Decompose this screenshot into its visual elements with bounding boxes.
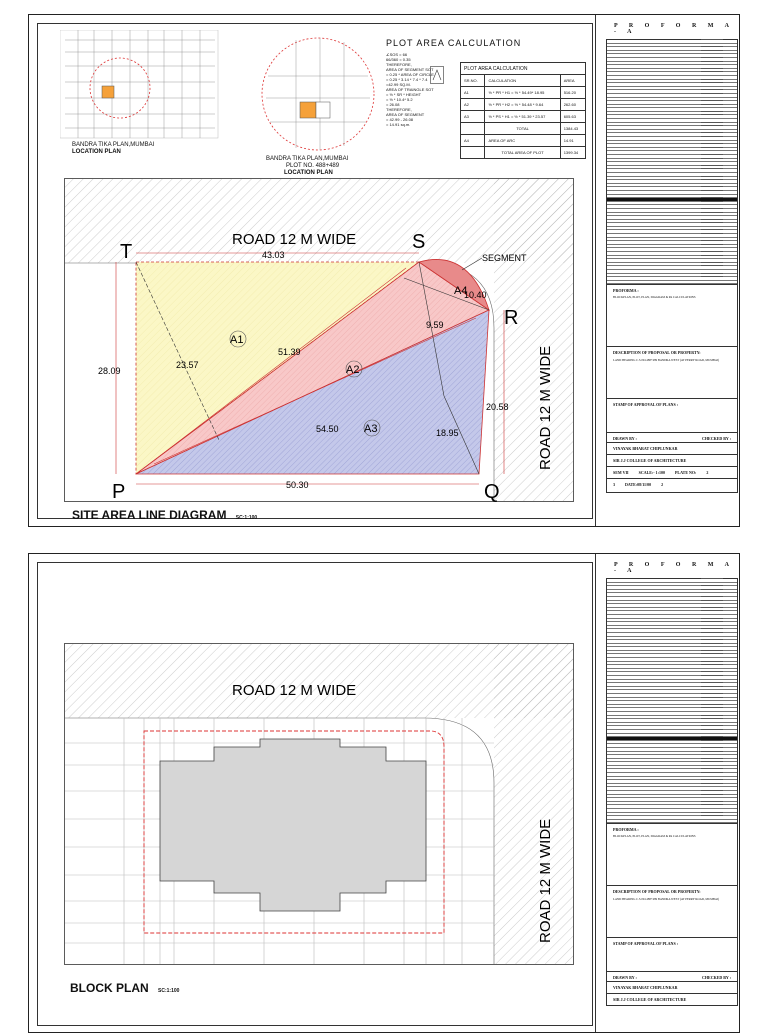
stamp-box (606, 938, 738, 972)
proforma-value-line (701, 596, 723, 597)
segment-label: SEGMENT (482, 253, 527, 263)
proforma-value-line (701, 643, 723, 644)
checked-by-label: CHECKED BY : (702, 975, 731, 981)
college-name: SIR J.J COLLEGE OF ARCHITECTURE (606, 994, 738, 1006)
dim-pr: 54.50 (316, 424, 339, 434)
proforma-value-line (701, 68, 723, 69)
proforma-heading: P R O F O R M A - A (614, 23, 734, 35)
proforma-value-line (701, 212, 723, 213)
proforma-value-line (701, 197, 723, 198)
table-header: SR.NO. (461, 75, 485, 87)
dim-top: 43.03 (262, 250, 285, 260)
proforma-value-line (701, 661, 723, 662)
proforma-value-line (701, 186, 723, 187)
description-text: LAND BEARING C.S.NO.488+489 BANDRA WEST (AT PERRY ROAD, MUMBAI) (613, 897, 720, 902)
table-header: AREA (560, 75, 585, 87)
block-road-label-top: ROAD 12 M WIDE (232, 682, 357, 699)
area-a2-label: A2 (346, 364, 360, 376)
proforma-value-line (701, 179, 723, 180)
description-label: DESCRIPTION OF PROPOSAL OR PROPERTY: (613, 889, 701, 895)
stamp-box (606, 399, 738, 433)
location-plan-1-label: LOCATION PLAN (72, 149, 121, 155)
sheet-scale: SC:1:100 (235, 515, 258, 521)
block-plan-scale: SC:1:100 (158, 988, 180, 994)
proforma-value-line (701, 132, 723, 133)
proforma-row (607, 281, 737, 285)
table-cell: A4 (461, 135, 485, 147)
location-plan-2-caption: BANDRA TIKA PLAN,MUMBAI (266, 156, 349, 162)
proforma-value-line (701, 111, 723, 112)
proforma-value-line (701, 114, 723, 115)
table-row (461, 135, 586, 147)
calc-note: = 0.25 * AREA OF CIRCLE (386, 72, 434, 77)
proforma-value-line (701, 276, 723, 277)
proforma-value-line (701, 650, 723, 651)
road-label-top: ROAD 12 M WIDE (232, 231, 357, 248)
description-box (606, 886, 738, 938)
table-cell: ½ * PR * H1 = ½ * 54.49* 18.95 (485, 87, 560, 99)
calc-note: AREA OF SEGMENT SOT (386, 67, 434, 72)
location-plan-1-caption: BANDRA TIKA PLAN,MUMBAI (72, 142, 155, 148)
proforma-value-line (701, 801, 723, 802)
drawing-area-1 (37, 23, 593, 522)
table-cell: A3 (461, 111, 485, 123)
proforma-value-line (701, 768, 723, 769)
proforma-value-line (701, 783, 723, 784)
drawn-by-row (606, 972, 738, 982)
proforma-value-line (701, 621, 723, 622)
description-box (606, 347, 738, 399)
proforma-value-line (701, 147, 723, 148)
proforma-value-line (701, 233, 723, 234)
proforma-value-line (701, 219, 723, 220)
proforma-value-line (701, 208, 723, 209)
proforma-value-line (701, 71, 723, 72)
proforma-value-line (701, 736, 723, 737)
proforma-value-line (701, 201, 723, 202)
table-cell: 516.20 (560, 87, 585, 99)
proforma-box (606, 824, 738, 886)
date-label: DATE:08/11/00 (625, 482, 652, 488)
table-row (461, 147, 586, 159)
proforma-value-line (701, 600, 723, 601)
table-cell: ½ * PR * H2 = ½ * 54.48 * 9.64 (485, 99, 560, 111)
table-cell: AREA OF ARC (485, 135, 560, 147)
corner-s: S (412, 231, 426, 253)
proforma-value-line (701, 61, 723, 62)
student-name: VINAYAK BHARAT CHIPLUNKAR (606, 982, 738, 994)
table-cell (461, 147, 485, 159)
proforma-value-line (701, 790, 723, 791)
dim-sh: 9.59 (426, 320, 444, 330)
table-cell: A2 (461, 99, 485, 111)
stamp-label: STAMP OF APPROVAL OF PLANS : (613, 402, 679, 408)
location-plan-1 (60, 30, 220, 142)
drawing-sheet-2 (28, 553, 740, 1033)
proforma-value-line (701, 812, 723, 813)
calc-note: = 26.08 (386, 102, 400, 107)
proforma-value-line (701, 707, 723, 708)
sheet-number: 2 (661, 482, 664, 488)
proforma-value-line (701, 632, 723, 633)
proforma-value-line (701, 675, 723, 676)
calc-note: THEREFORE, (386, 107, 412, 112)
calc-note: = ½ * SR * HEIGHT (386, 92, 422, 97)
proforma-value-line (701, 704, 723, 705)
proforma-value-line (701, 251, 723, 252)
proforma-value-line (701, 618, 723, 619)
proforma-value-line (701, 136, 723, 137)
proforma-value-line (701, 610, 723, 611)
proforma-value-line (701, 697, 723, 698)
title-block-2 (595, 554, 742, 1032)
description-text: LAND BEARING C.S.NO.488+489 BANDRA WEST (AT PERRY ROAD, MUMBAI) (613, 358, 720, 363)
proforma-value-line (701, 761, 723, 762)
proforma-value-line (701, 639, 723, 640)
proforma-value-line (701, 273, 723, 274)
proforma-value-line (701, 729, 723, 730)
table-row (461, 111, 586, 123)
drawing-area-2 (37, 562, 593, 1026)
drawing-sheet-1 (28, 14, 740, 527)
plot-area-table (460, 62, 586, 159)
proforma-label: PROFORMA : (613, 827, 639, 833)
block-plan-diagram (64, 643, 574, 965)
proforma-value-line (701, 585, 723, 586)
area-a1-label: A1 (230, 334, 244, 346)
proforma-box (606, 285, 738, 347)
proforma-value-line (701, 50, 723, 51)
plate-label: PLATE NO: (674, 470, 697, 476)
dim-h1: 23.57 (176, 360, 199, 370)
road-label-right: ROAD 12 M WIDE (537, 345, 554, 470)
proforma-value-line (701, 229, 723, 230)
block-road-label-right: ROAD 12 M WIDE (537, 818, 554, 943)
table-cell: 1399.34 (560, 147, 585, 159)
sem-label: SEM VII (613, 470, 629, 476)
dim-ps: 51.39 (278, 347, 301, 357)
proforma-value-line (701, 165, 723, 166)
corner-q: Q (484, 481, 500, 502)
proforma-value-line (701, 718, 723, 719)
table-cell: 14.91 (560, 135, 585, 147)
proforma-rows (606, 39, 738, 285)
proforma-value-line (701, 682, 723, 683)
proforma-value-line (701, 715, 723, 716)
proforma-value-line (701, 154, 723, 155)
proforma-value-line (701, 125, 723, 126)
table-header: CALCULATION (485, 75, 560, 87)
calc-note: THEREFORE, (386, 62, 412, 67)
proforma-heading: P R O F O R M A - A (614, 562, 734, 574)
stamp-label: STAMP OF APPROVAL OF PLANS : (613, 941, 679, 947)
proforma-value-line (701, 100, 723, 101)
proforma-value-line (701, 725, 723, 726)
dim-right: 20.58 (486, 402, 509, 412)
calc-note: AREA OF SEGMENT (386, 112, 425, 117)
dim-bottom: 50.30 (286, 480, 309, 490)
proforma-value-line (701, 158, 723, 159)
proforma-value-line (701, 93, 723, 94)
area-a4-label: A4 (454, 285, 468, 297)
calc-note: = 0.25 * 3.14 * 7.4 * 7.4 (386, 77, 428, 82)
proforma-value-line (701, 772, 723, 773)
corner-r: R (504, 307, 519, 329)
proforma-value-line (701, 89, 723, 90)
location-plan-2 (260, 36, 378, 154)
proforma-value-line (701, 82, 723, 83)
proforma-value-line (701, 671, 723, 672)
proforma-row (607, 820, 737, 824)
calc-note: =42.99 SQ.M. (386, 82, 411, 87)
table-cell: A1 (461, 87, 485, 99)
table-cell (461, 123, 485, 135)
proforma-value-line (701, 255, 723, 256)
dim-h2: 18.95 (436, 428, 459, 438)
corner-t: T (120, 241, 133, 263)
location-plan-2-label: LOCATION PLAN (284, 170, 333, 176)
scale-label: SCALE:- 1:100 (638, 470, 665, 476)
proforma-value-line (701, 57, 723, 58)
proforma-value-line (701, 39, 723, 40)
calc-note: = 42.99 - 26.08 (386, 117, 414, 122)
proforma-value-line (701, 589, 723, 590)
table-row (461, 99, 586, 111)
table-cell: TOTAL AREA OF PLOT (485, 147, 560, 159)
proforma-value-line (701, 265, 723, 266)
area-a3-label: A3 (364, 423, 378, 435)
proforma-value-line (701, 693, 723, 694)
calc-note: ∠SOS = 66 (386, 52, 408, 57)
sector-sketch-icon (430, 66, 444, 84)
calc-note: = 14.91 sq.m. (386, 122, 411, 127)
site-area-diagram (64, 178, 574, 502)
proforma-value-line (701, 168, 723, 169)
block-plan-title-text: BLOCK PLAN (70, 981, 149, 995)
proforma-text: BLOCKPLAN, PLOT, PLAN, DIAGRAM & PA CALCULATIONS (613, 295, 696, 300)
proforma-value-line (701, 262, 723, 263)
table-cell: 605.63 (560, 111, 585, 123)
dim-arc: 10.40 (464, 290, 487, 300)
proforma-value-line (701, 686, 723, 687)
calc-note: 66/360 = 0.35 (386, 57, 411, 62)
college-name: SIR J.J COLLEGE OF ARCHITECTURE (606, 455, 738, 467)
checked-by-label: CHECKED BY : (702, 436, 731, 442)
date-row (606, 479, 738, 493)
location-plan-2-plot: PLOT NO. 488+489 (286, 163, 340, 169)
proforma-value-line (701, 804, 723, 805)
proforma-value-line (701, 143, 723, 144)
calc-note: AREA OF TRAINGLE SOT (386, 87, 434, 92)
proforma-rows (606, 578, 738, 824)
drawn-by-label: DRAWN BY : (613, 436, 637, 442)
block-plan-title (70, 981, 179, 995)
table-cell: 1384.43 (560, 123, 585, 135)
title-block-1 (595, 15, 742, 526)
proforma-value-line (701, 190, 723, 191)
student-name: VINAYAK BHARAT CHIPLUNKAR (606, 443, 738, 455)
proforma-value-line (701, 740, 723, 741)
roll-number: 3 (613, 482, 615, 488)
sem-row (606, 467, 738, 479)
table-row (461, 123, 586, 135)
table-row (461, 87, 586, 99)
calc-note: = ½ * 10.4* 5.2 (386, 97, 413, 102)
plot-area-table-title: PLOT AREA CALCULATION (461, 63, 586, 75)
table-cell: TOTAL (485, 123, 560, 135)
proforma-value-line (701, 104, 723, 105)
sheet-title-text: SITE AREA LINE DIAGRAM (72, 508, 227, 522)
drawn-by-label: DRAWN BY : (613, 975, 637, 981)
proforma-value-line (701, 122, 723, 123)
proforma-value-line (701, 751, 723, 752)
sheet-title (72, 508, 257, 522)
proforma-text: BLOCKPLAN, PLOT, PLAN, DIAGRAM & PA CALCULATIONS (613, 834, 696, 839)
proforma-value-line (701, 758, 723, 759)
proforma-value-line (701, 79, 723, 80)
table-cell: ½ * PS * H1 = ½ * 51.39 * 23.57 (485, 111, 560, 123)
proforma-value-line (701, 628, 723, 629)
table-cell: 262.60 (560, 99, 585, 111)
proforma-value-line (701, 240, 723, 241)
proforma-label: PROFORMA : (613, 288, 639, 294)
corner-p: P (112, 481, 126, 502)
plate-number: 2 (706, 470, 709, 476)
proforma-value-line (701, 794, 723, 795)
calc-title: PLOT AREA CALCULATION (386, 38, 522, 48)
proforma-value-line (701, 578, 723, 579)
proforma-value-line (701, 779, 723, 780)
proforma-value-line (701, 46, 723, 47)
proforma-value-line (701, 222, 723, 223)
description-label: DESCRIPTION OF PROPOSAL OR PROPERTY: (613, 350, 701, 356)
proforma-value-line (701, 815, 723, 816)
proforma-value-line (701, 747, 723, 748)
calc-notes (386, 52, 450, 127)
proforma-value-line (701, 176, 723, 177)
proforma-value-line (701, 244, 723, 245)
proforma-value-line (701, 607, 723, 608)
proforma-value-line (701, 664, 723, 665)
proforma-value-line (701, 653, 723, 654)
drawn-by-row (606, 433, 738, 443)
dim-left: 28.09 (98, 366, 121, 376)
